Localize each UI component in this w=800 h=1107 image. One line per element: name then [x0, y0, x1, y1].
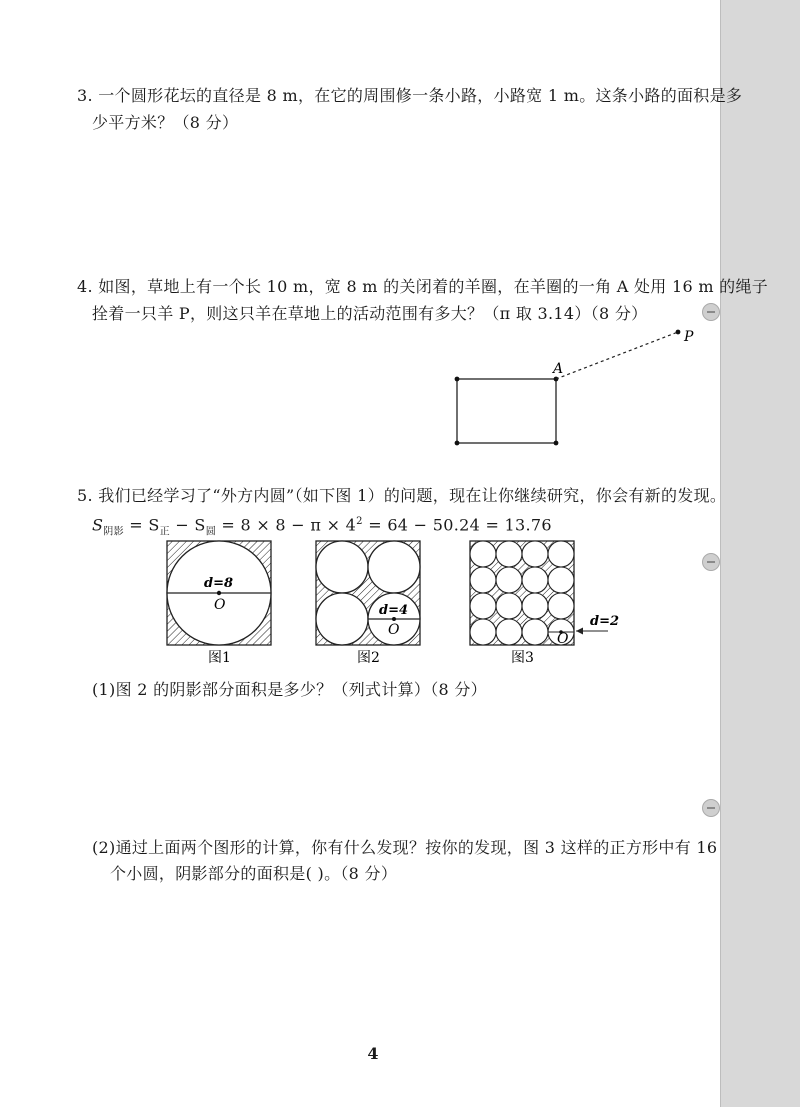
q5-part1: (1)图 2 的阴影部分面积是多少？（列式计算）（8 分）: [92, 680, 487, 699]
fig3-small-circle: [470, 541, 496, 567]
margin-strip: [720, 0, 800, 1107]
pen-corner-point: [455, 441, 460, 446]
page-number: 4: [367, 1044, 379, 1063]
fig2-center-label: O: [388, 622, 400, 638]
q4-text-line2: 拴着一只羊 P，则这只羊在草地上的活动范围有多大？（π 取 3.14）（8 分）: [92, 304, 648, 323]
sheep-point-p: [676, 330, 681, 335]
q5-part2-line2: 个小圆，阴影部分的面积是( )。（8 分）: [110, 864, 398, 883]
margin-divider: [720, 0, 721, 1107]
rope-dashed-line: [556, 332, 678, 379]
fig3-small-circle: [496, 593, 522, 619]
label-p: P: [684, 329, 694, 345]
fig1-center-label: O: [214, 597, 226, 613]
figure-2: [316, 541, 420, 666]
fig3-diameter-label: d=2: [590, 614, 620, 629]
fig1-caption: 图1: [208, 650, 231, 666]
fig2-diameter-label: d=4: [379, 603, 409, 618]
fig3-small-circle: [496, 619, 522, 645]
fig1-diameter-label: d=8: [204, 576, 234, 591]
pen-corner-point: [455, 377, 460, 382]
fig3-small-circle: [548, 593, 574, 619]
q3-text-line2: 少平方米？（8 分）: [92, 113, 239, 132]
q4-text-line1: 4. 如图，草地上有一个长 10 m，宽 8 m 的关闭着的羊圈，在羊圈的一角 A 处用 16 m 的绳子: [77, 277, 769, 296]
fig3-small-circle: [496, 567, 522, 593]
fig2-caption: 图2: [357, 650, 380, 666]
fig3-small-circle: [522, 619, 548, 645]
fig3-arrowhead-icon: [576, 628, 583, 635]
binding-hole-icon: [702, 303, 720, 321]
pen-corner-point: [554, 441, 559, 446]
fig3-small-circle: [470, 567, 496, 593]
fig3-small-circle: [470, 619, 496, 645]
sheep-pen-rectangle: [457, 379, 556, 443]
fig3-small-circle: [470, 593, 496, 619]
fig3-caption: 图3: [511, 650, 534, 666]
fig3-small-circle: [522, 593, 548, 619]
binding-hole-icon: [702, 553, 720, 571]
fig3-small-circle: [522, 541, 548, 567]
binding-hole-icon: [702, 799, 720, 817]
q5-figures: [150, 535, 650, 670]
q5-intro: 5. 我们已经学习了“外方内圆”（如下图 1）的问题，现在让你继续研究，你会有新的发现。: [77, 486, 727, 505]
figure-3: [470, 541, 619, 666]
q5-part2-line1: (2)通过上面两个图形的计算，你有什么发现？按你的发现，图 3 这样的正方形中有 16: [92, 838, 718, 857]
fig3-small-circle: [522, 567, 548, 593]
fig3-small-circle: [548, 541, 574, 567]
q5-formula: $S_{阴影} = S_正 - S_圆 = 8 \times 8 - \pi \times 4^2 = 64 - 50.24 = 13.76$: [92, 515, 552, 538]
q3-text-line1: 3. 一个圆形花坛的直径是 8 m，在它的周围修一条小路，小路宽 1 m。这条小路的面积是多: [77, 86, 743, 105]
fig3-center-label: O: [557, 631, 569, 647]
q4-sheep-pen-figure: [440, 320, 720, 460]
label-a: A: [553, 361, 564, 377]
figure-1: [167, 541, 271, 666]
fig3-small-circle: [548, 567, 574, 593]
fig3-small-circle: [496, 541, 522, 567]
